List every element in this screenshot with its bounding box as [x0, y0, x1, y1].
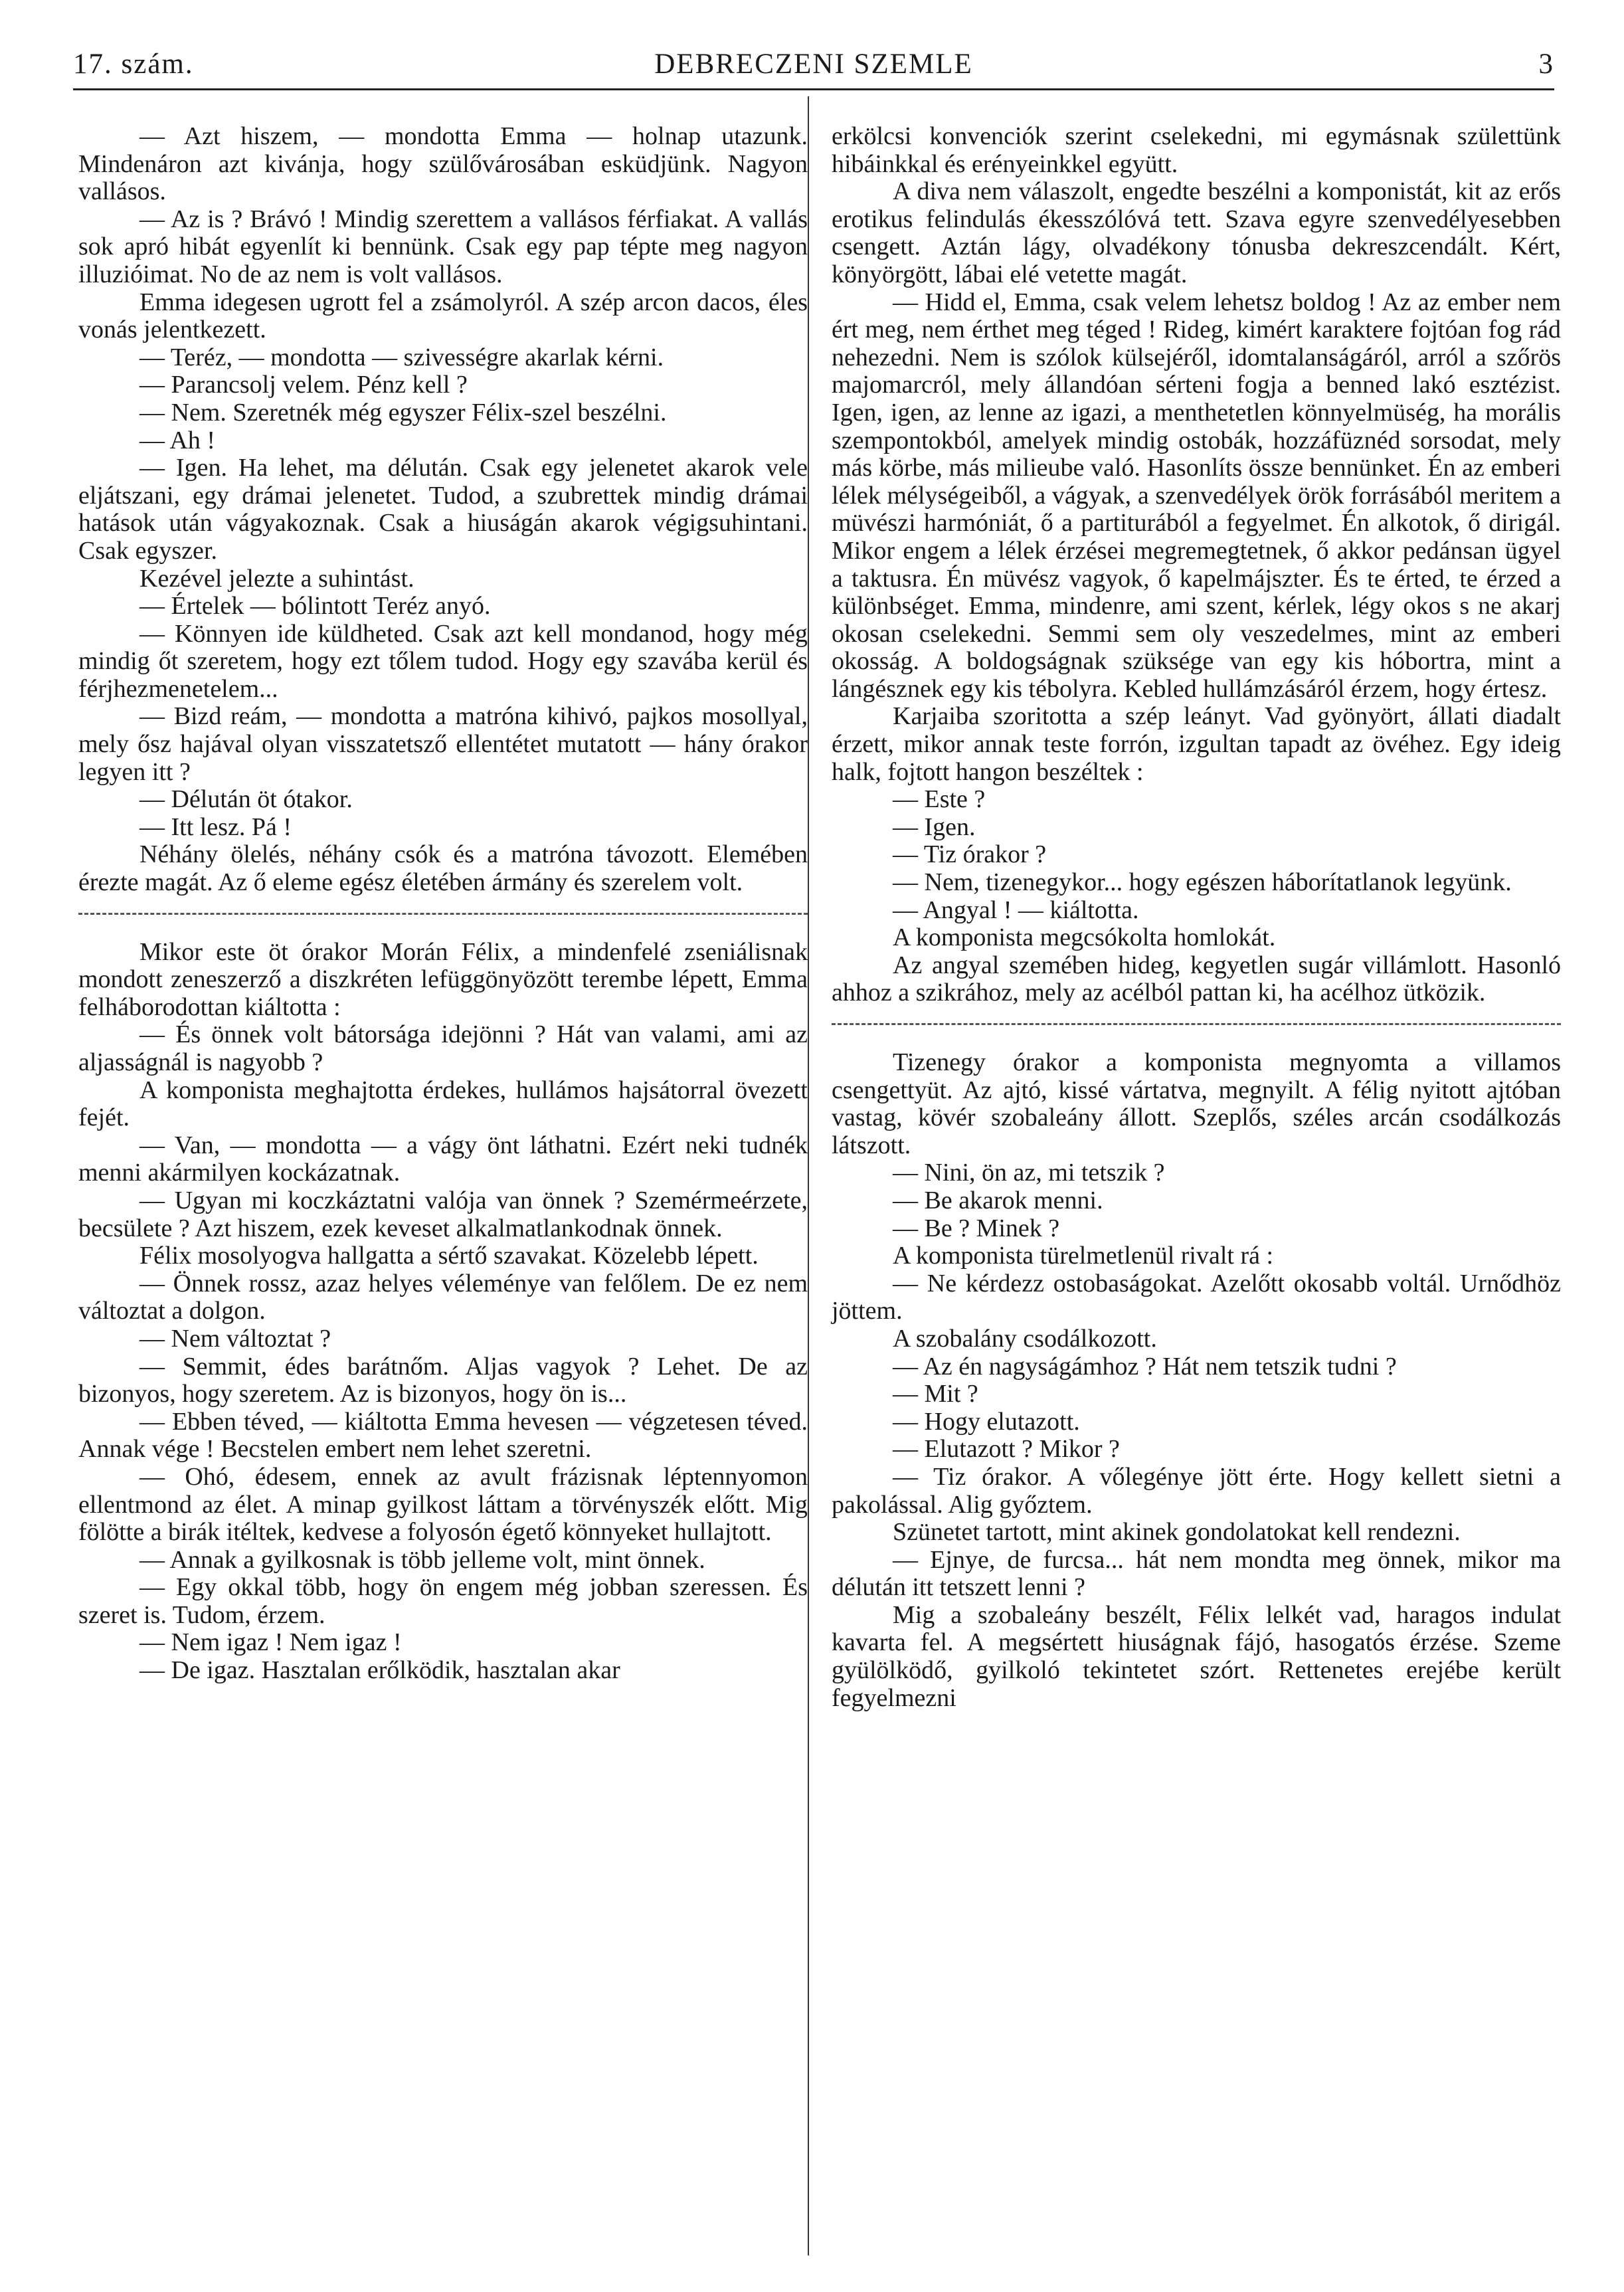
paragraph: — Nem változtat ? [139, 1324, 331, 1353]
paragraph: — Itt lesz. Pá ! [139, 812, 292, 841]
right-section-2 [832, 1049, 1561, 1712]
paragraph: Félix mosolyogva hallgatta a sértő szavakat. Közelebb lépett. [139, 1242, 759, 1270]
paragraph: — Este ? [893, 785, 986, 814]
paragraph: — Nem igaz ! Nem igaz ! [139, 1628, 402, 1657]
paragraph: A komponista meghajtotta érdekes, hullámos hajsátorral övezett fejét. [78, 1076, 808, 1132]
paragraph: — Önnek rossz, azaz helyes véleménye van felőlem. De ez nem változtat a dolgon. [78, 1269, 808, 1325]
column-divider [808, 96, 809, 2255]
paragraph: A komponista megcsókolta homlokát. [893, 923, 1276, 952]
paragraph: Mikor este öt órakor Morán Félix, a mindenfelé zseniálisnak mondott zeneszerző a diszkréten lefüggönyözött terembe lépett, Emma felháborodottan kiáltotta : [78, 937, 808, 1021]
paragraph: — Igen. [893, 812, 976, 841]
paragraph: — Van, — mondotta — a vágy önt láthatni. Ezért neki tudnék menni akármilyen kockázatnak. [78, 1131, 808, 1187]
paragraph: — Bizd reám, — mondotta a matróna kihivó, pajkos mosollyal, mely ősz hajával olyan visszatetsző ellentétet mutatott — hány órakor legyen itt ? [78, 702, 808, 786]
paragraph: — Semmit, édes barátnőm. Aljas vagyok ? Lehet. De az bizonyos, hogy szeretem. Az is bizonyos, hogy ön is... [78, 1352, 808, 1408]
paragraph: — Nem. Szeretnék még egyszer Félix-szel beszélni. [139, 398, 667, 427]
paragraph: — Mit ? [893, 1380, 978, 1408]
paragraph: — Annak a gyilkosnak is több jelleme volt, mint önnek. [139, 1545, 705, 1574]
right-column [832, 123, 1561, 1712]
paragraph: — De igaz. Hasztalan erőlködik, hasztalan akar [139, 1656, 620, 1685]
page-number: 3 [1538, 48, 1554, 80]
paragraph: — Az én nagyságámhoz ? Hát nem tetszik tudni ? [893, 1352, 1397, 1381]
paragraph: — Hidd el, Emma, csak velem lehetsz boldog ! Az az ember nem ért meg, nem érthet meg téged ! Rideg, kimért karaktere fojtóan fog rád nehezedni. Nem is szólok külsejéről, idomtalanságáról, arról a szőrös majomarcról, mely állandóan sérteni fogja a benned lakó esztézist. Igen, igen, az lenne az igazi, a menthetetlen könnyelmüség, ha morális szempontokból, amelyek mindig ostobák, hozzáfüznéd sorsodat, mely más körbe, más milieube való. Hasonlíts össze bennünket. Én az emberi lélek mélységeiből, a vágyak, a szenvedélyek örök forrásából meritem a müvészi harmóniát, ő a partiturából a fegyelmet. Én alkotok, ő dirigál. Mikor engem a lélek érzései megremegtetnek, ő akkor pedánsan ügyel a taktusra. Én müvész vagyok, ő kapelmájszter. És te érted, te érzed a különbséget. Emma, mindenre, ami szent, kérlek, légy okos s ne akarj okosan cselekedni. Semmi sem oly veszedelmes, mint az emberi okosság. A boldogságnak szüksége van egy kis hóbortra, mint a lángésznek egy kis tébolyra. Kebled hullámzásáról érzem, hogy értesz. [832, 288, 1561, 703]
paragraph: Szünetet tartott, mint akinek gondolatokat kell rendezni. [893, 1518, 1461, 1547]
left-section-2 [78, 939, 808, 1685]
paragraph: — Ejnye, de furcsa... hát nem mondta meg önnek, mikor ma délután itt tetszett lenni ? [832, 1545, 1561, 1602]
paragraph: — Ah ! [139, 426, 215, 454]
paragraph: — Nini, ön az, mi tetszik ? [893, 1159, 1165, 1187]
paragraph: Mig a szobaleány beszélt, Félix lelkét vad, haragos indulat kavarta fel. A megsértett hiuságnak fájó, hasogatós érzése. Szeme gyülölködő, gyilkoló tekintetet szórt. Rettenetes erejébe került fegyelmezni [832, 1600, 1561, 1712]
issue-number: 17. szám. [73, 48, 194, 80]
left-column [78, 123, 808, 1685]
paragraph: A szobalány csodálkozott. [893, 1324, 1157, 1353]
paragraph: — Ebben téved, — kiáltotta Emma hevesen — végzetesen téved. Annak vége ! Becstelen embert nem lehet szeretni. [78, 1407, 808, 1464]
paragraph: A diva nem válaszolt, engedte beszélni a komponistát, kit az erős erotikus felindulás ékesszólóvá tett. Szava egyre szenvedélyesebben csengett. Aztán lágy, olvadékony tónusba dekreszcendált. Kért, könyörgött, lábai elé vetette magát. [832, 177, 1561, 288]
paragraph: — Könnyen ide küldheted. Csak azt kell mondanod, hogy még mindig őt szeretem, hogy ezt tőlem tudod. Hogy egy szavába kerül és férjhezmenetelem... [78, 619, 808, 703]
paragraph: Emma idegesen ugrott fel a zsámolyról. A szép arcon dacos, éles vonás jelentkezett. [78, 288, 808, 344]
paragraph: Az angyal szemében hideg, kegyetlen sugár villámlott. Hasonló ahhoz a szikrához, mely az acélból pattan ki, ha acélhoz ütközik. [832, 951, 1561, 1007]
paragraph: — És önnek volt bátorsága idejönni ? Hát van valami, ami az aljasságnál is nagyobb ? [78, 1020, 808, 1076]
paragraph: — Ne kérdezz ostobaságokat. Azelőtt okosabb voltál. Urnődhöz jöttem. [832, 1269, 1561, 1325]
right-section-1 [832, 123, 1561, 1007]
paragraph: Karjaiba szoritotta a szép leányt. Vad gyönyört, állati diadalt érzett, mikor annak teste forrón, izgultan tapadt az övéhez. Egy ideig halk, fojtott hangon beszéltek : [832, 702, 1561, 786]
paragraph: — Ohó, édesem, ennek az avult frázisnak léptennyomon ellentmond az élet. A minap gyilkost láttam a törvényszék előtt. Mig fölötte a birák itéltek, kedvese a folyosón égető könnyeket hullajtott. [78, 1462, 808, 1547]
paragraph: — Elutazott ? Mikor ? [893, 1435, 1120, 1464]
paragraph: Tizenegy órakor a komponista megnyomta a villamos csengettyüt. Az ajtó, kissé vártatva, megnyilt. A félig nyitott ajtóban vastag, kövér szobaleány állott. Szeplős, széles arcán csodálkozás látszott. [832, 1048, 1561, 1159]
paragraph: — Ugyan mi koczkáztatni valója van önnek ? Szemérmeérzete, becsülete ? Azt hiszem, ezek keveset alkalmatlankodnak önnek. [78, 1186, 808, 1242]
paragraph: — Azt hiszem, — mondotta Emma — holnap utazunk. Mindenáron azt kivánja, hogy szülővárosában esküdjünk. Nagyon vallásos. [78, 122, 808, 206]
paragraph: — Értelek — bólintott Teréz anyó. [139, 592, 491, 621]
paragraph: Néhány ölelés, néhány csók és a matróna távozott. Elemében érezte magát. Az ő eleme egész életében ármány és szerelem volt. [78, 840, 808, 897]
paragraph: — Igen. Ha lehet, ma délután. Csak egy jelenetet akarok vele eljátszani, egy drámai jelenetet. Tudod, a szubrettek mindig drámai hatások után vágyakoznak. Csak a hiuságán akarok végigsuhintani. Csak egyszer. [78, 454, 808, 565]
page-header [73, 41, 1554, 88]
section-separator [832, 1023, 1561, 1060]
paragraph: — Hogy elutazott. [893, 1407, 1080, 1436]
paragraph: — Tiz órakor ? [893, 840, 1047, 869]
paragraph: — Tiz órakor. A vőlegénye jött érte. Hogy kellett sietni a pakolással. Alig győztem. [832, 1462, 1561, 1519]
paragraph: — Egy okkal több, hogy ön engem még jobban szeressen. És szeret is. Tudom, érzem. [78, 1573, 808, 1629]
journal-title: DEBRECZENI SZEMLE [654, 48, 973, 80]
paragraph: — Be ? Minek ? [893, 1214, 1060, 1242]
paragraph: — Parancsolj velem. Pénz kell ? [139, 371, 468, 399]
paragraph: — Az is ? Brávó ! Mindig szerettem a vallásos férfiakat. A vallás sok apró hibát egyenlít ki bennünk. Csak egy pap tépte meg nagyon illuzióimat. No de az nem is volt vallásos. [78, 205, 808, 288]
section-separator [78, 913, 808, 949]
paragraph: erkölcsi konvenciók szerint cselekedni, mi egymásnak születtünk hibáinkkal és erényeinkkel együtt. [832, 122, 1561, 178]
paragraph: Kezével jelezte a suhintást. [139, 564, 414, 593]
paragraph: — Délután öt ótakor. [139, 785, 353, 814]
paragraph: — Angyal ! — kiáltotta. [893, 896, 1139, 924]
paragraph: — Nem, tizenegykor... hogy egészen háborítatlanok legyünk. [893, 868, 1512, 897]
paragraph: — Be akarok menni. [893, 1186, 1103, 1214]
paragraph: — Teréz, — mondotta — szivességre akarlak kérni. [139, 343, 664, 371]
paragraph: A komponista türelmetlenül rivalt rá : [893, 1242, 1274, 1270]
header-rule [73, 88, 1554, 90]
left-section-1 [78, 123, 808, 897]
